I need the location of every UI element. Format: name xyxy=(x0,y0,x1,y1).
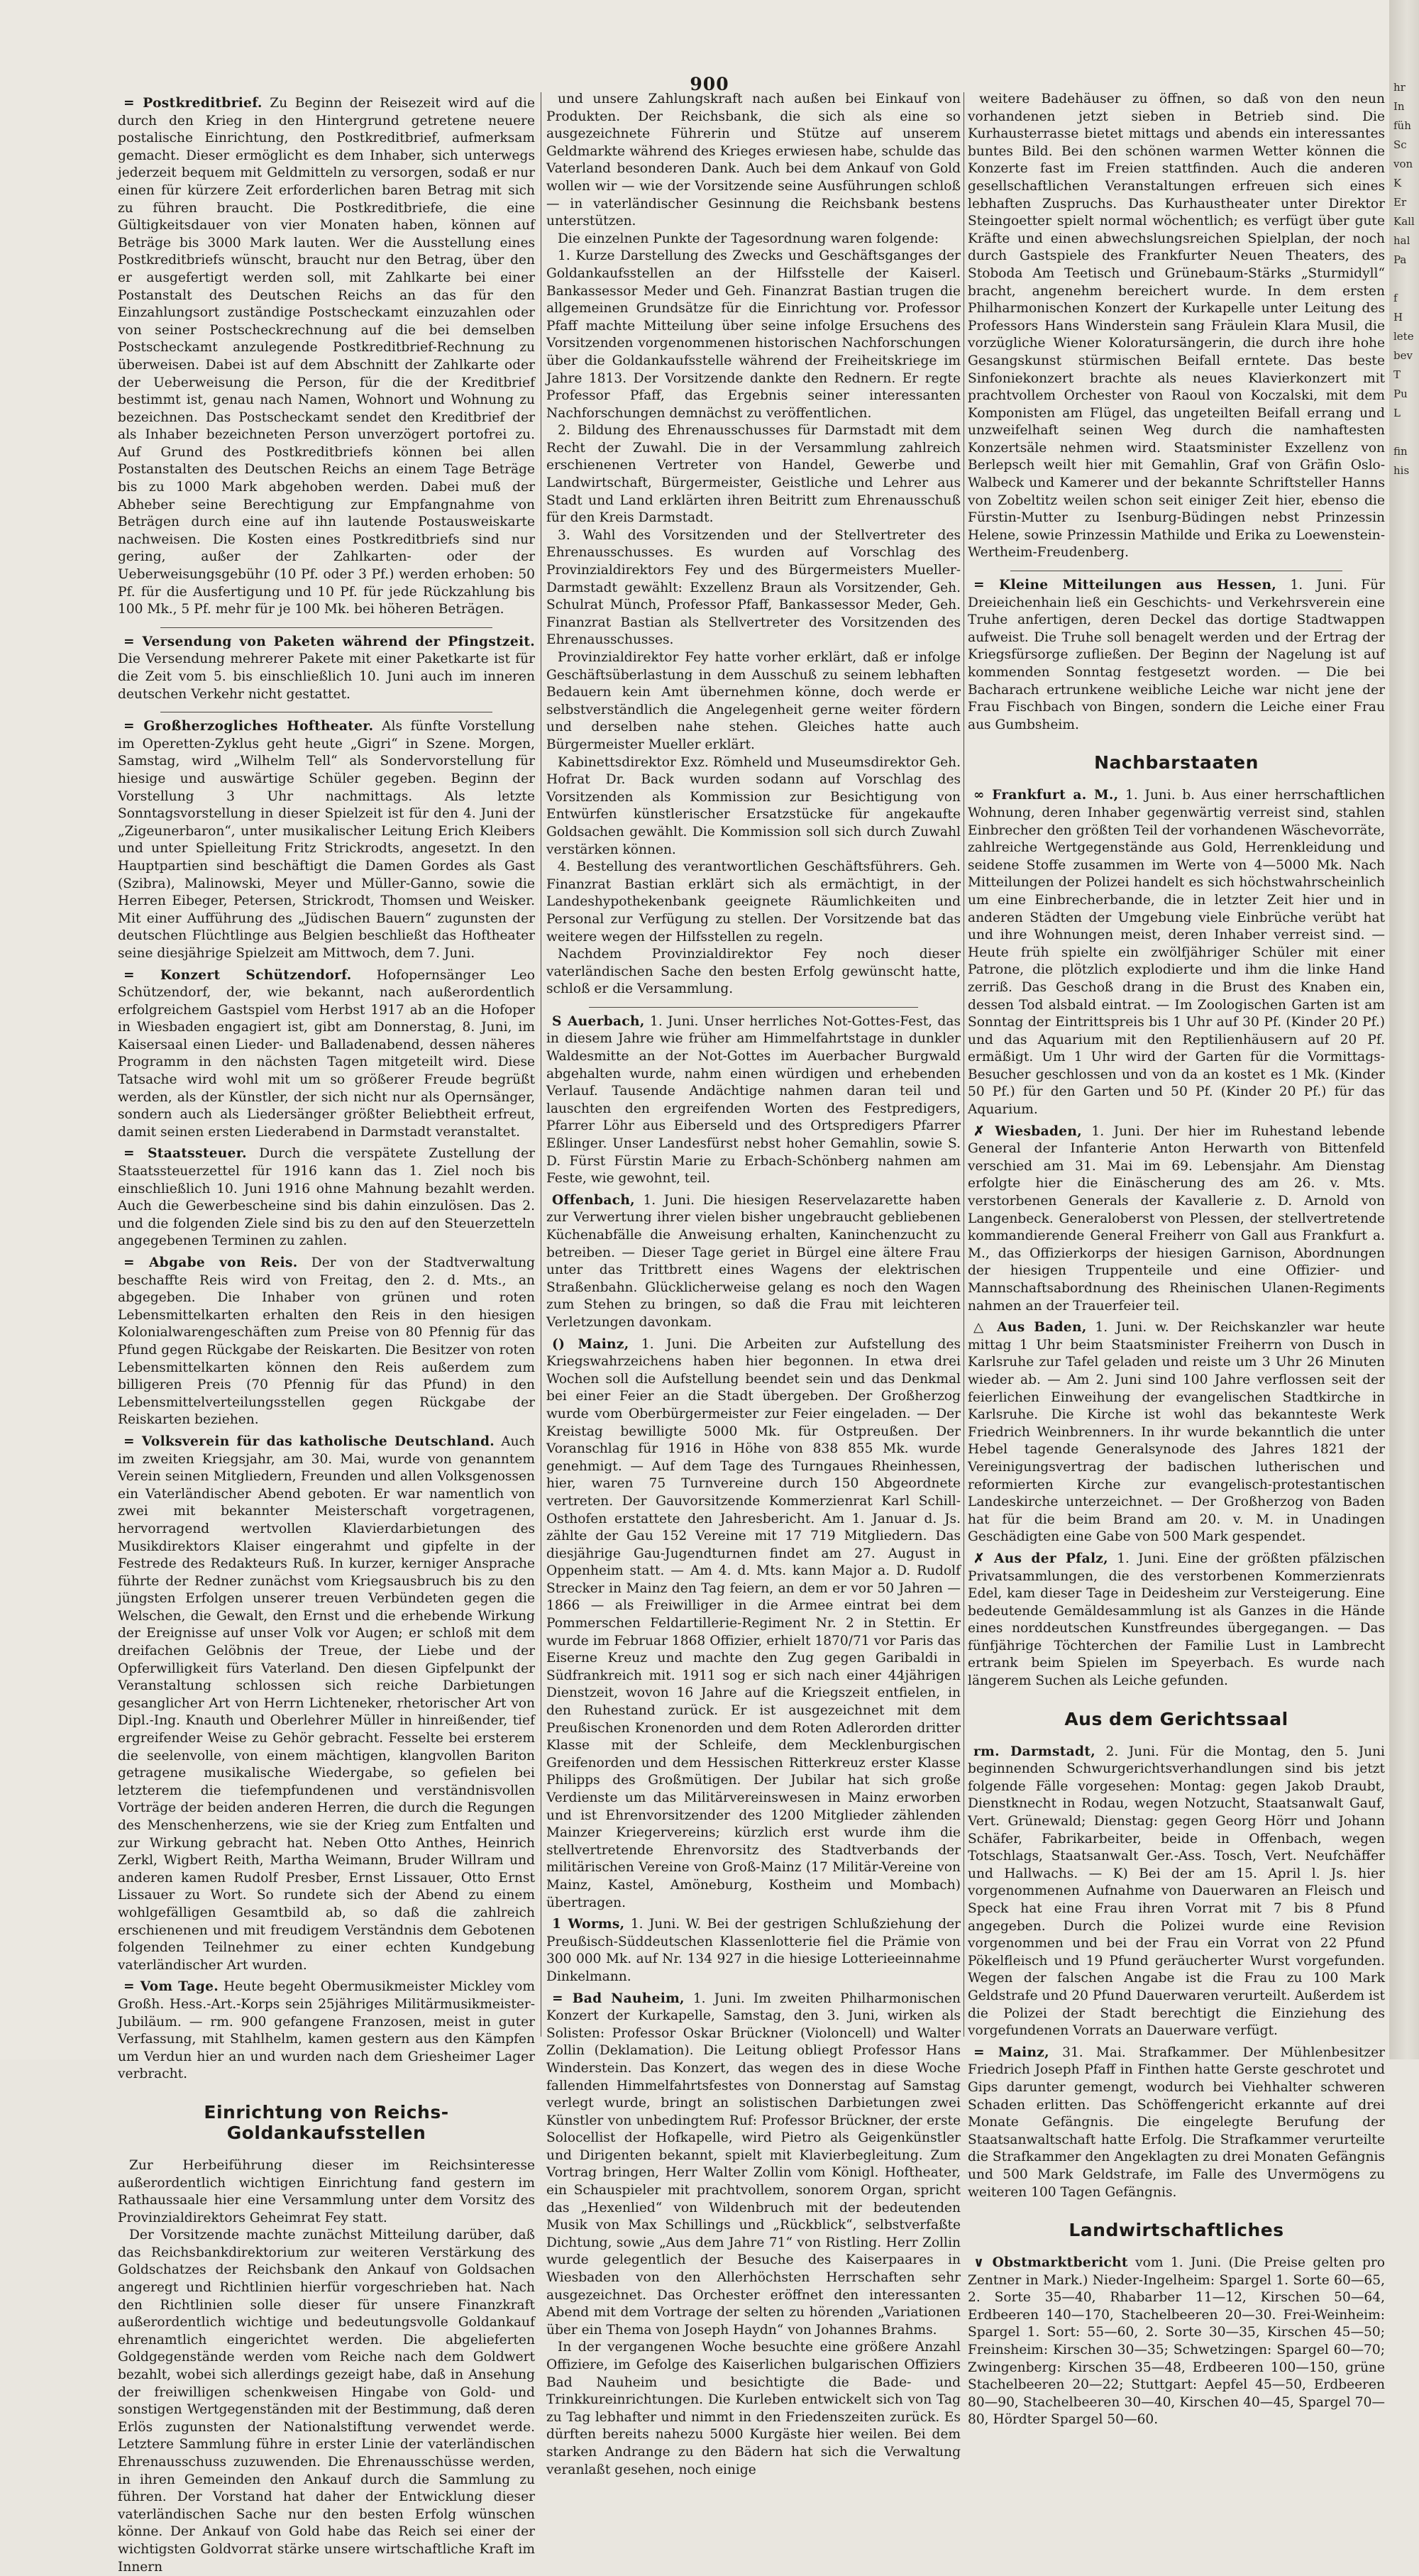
article-body: 1. Juni. W. Bei der gestrigen Schlußziehung der Preußisch-Süddeutschen Klassenlotterie fiel die Prämie von 300 000 Mk. auf Nr. 134 927 in die hiesige Lotterieeinnahme Dinkelmann. xyxy=(546,1917,961,1984)
article xyxy=(546,1192,961,1332)
article-headline: = Volksverein für das katholische Deutschland. xyxy=(123,1433,495,1449)
paragraph: 3. Wahl des Vorsitzenden und der Stellvertreter des Ehrenausschusses. Es wurden auf Vorschlag des Provinzialdirektors Fey und des Bürgermeisters Mueller-Darmstadt gewählt: Exzellenz Braun als Vorsitzender, Geh. Schulrat Münch, Professor Pfaff, Bankassessor Meder, Geh. Finanzrat Bastian als Stellvertreter des Vorsitzenden des Ehrenausschusses. xyxy=(546,527,961,648)
article-body: Durch die verspätete Zustellung der Staatssteuerzettel für 1916 kann das 1. Ziel noch bis einschließlich 10. Juni 1916 ohne Mahnung bezahlt werden. Auch die Gewerbescheine sind bis dahin einzulösen. Das 2. und die folgenden Ziele sind bis zu den auf den Steuerzetteln angegebenen Terminen zu zahlen. xyxy=(118,1146,535,1249)
paragraph: 1. Kurze Darstellung des Zwecks und Geschäftsganges der Goldankaufsstellen an der Hilfsstelle der Kaiserl. Bankassessor Meder und Geh. Finanzrat Bastian trugen die allgemeinen Grundsätze für die Einrichtung vor. Professor Pfaff machte Mitteilung über seine infolge Ersuchens des Vorsitzenden vorgenommenen historischen Nachforschungen über die Goldankaufsstelle während der Freiheitskriege im Jahre 1813. Der Vorsitzende dankte den Rednern. Er regte Professor Pfaff, das Ergebnis seiner interessanten Nachforschungen demnächst zu veröffentlichen. xyxy=(546,248,961,421)
article xyxy=(118,634,535,703)
section-heading: Landwirtschaftliches xyxy=(1069,2220,1284,2241)
paragraph: 4. Bestellung des verantwortlichen Geschäftsführers. Geh. Finanzrat Bastian erklärt sich als ermächtigt, in der Landeshypothekenbank geeignete Räumlichkeiten und Personal zur Verfügung zu stellen. Der Vorsitzende bat das weitere wegen der Hilfsstellen zu regeln. xyxy=(546,859,961,945)
article-headline: S Auerbach, xyxy=(552,1013,645,1029)
article-body: Hofopernsänger Leo Schützendorf, der, wie bekannt, nach außerordentlich erfolgreichem Gastspiel vom Herbst 1917 ab an die Hofoper in Wiesbaden engagiert ist, gibt am Donnerstag, 8. Juni, im Kaisersaal einen Lieder- und Balladenabend, dessen näheres Programm in den nächsten Tagen mitgeteilt wird. Diese Tatsache wird wohl mit um so größerer Freude begrüßt werden, als der Künstler, der sich nicht nur als Opernsänger, sondern auch als Liedersänger größter Beliebtheit erfreut, damit seinen ersten Liederabend in Darmstadt veranstaltet. xyxy=(118,967,535,1140)
column-middle xyxy=(546,91,961,2477)
paragraph: Die einzelnen Punkte der Tagesordnung waren folgende: xyxy=(558,231,939,246)
article-body: 1. Juni. Der hier im Ruhestand lebende General der Infanterie Anton Herwarth von Bittenfeld verschied am 31. Mai im 69. Lebensjahr. Am Dienstag erfolgte hier die Einäscherung des am 26. v. Mts. verstorbenen Generals der Kavallerie z. D. Arnold von Langenbeck. Generaloberst von Plessen, der stellvertretende kommandierende General Freiherr von Gall aus Frankfurt a. M., das Offizierkorps der hiesigen Garnison, Abordnungen der hiesigen Truppenteile und eine Offizier- und Mannschaftsabordnung des Rheinischen Ulanen-Regiments nahmen an der Trauerfeier teil. xyxy=(968,1123,1385,1314)
column-right xyxy=(968,91,1385,2428)
article-headline: rm. Darmstadt, xyxy=(973,1744,1095,1759)
article xyxy=(968,2044,1385,2201)
article-body: Der von der Stadtverwaltung beschaffte Reis wird von Freitag, den 2. d. Mts., an abgegeben. Die Inhaber von grünen und roten Lebensmittelkarten erhalten den Reis in den hiesigen Kolonialwarengeschäften zum Preise von 80 Pfennig für das Pfund gegen Rückgabe der Reiskarten. Die Besitzer von roten Lebensmittelkarten können den Reis außerdem zum billigeren Preis (70 Pfennig für das Pfund) in den Lebensmittelverteilungsstellen gegen Rückgabe der Reiskarten beziehen. xyxy=(118,1255,535,1428)
paragraph: In der vergangenen Woche besuchte eine größere Anzahl Offiziere, im Gefolge des Kaiserlichen bulgarischen Offiziers Bad Nauheim und besichtigte die Bade- und Trinkkureinrichtungen. Die Kurleben entwickelt sich von Tag zu Tag lebhafter und nimmt in den Friedenszeiten zurück. Es dürften bereits nahezu 5000 Kurgäste hier weilen. Bei dem starken Andrange zu den Bädern hat sich die Verwaltung veranlaßt gesehen, noch einige xyxy=(546,2340,961,2477)
paragraph: 2. Bildung des Ehrenausschusses für Darmstadt mit dem Recht der Zuwahl. Die in der Versammlung zahlreich erschienenen Vertreter von Handel, Gewerbe und Landwirtschaft, Bürgermeister, Geistliche und Lehrer aus Stadt und Land erklärten ihren Beitritt zum Ehrenausschuß für den Kreis Darmstadt. xyxy=(546,423,961,526)
article-headline: = Bad Nauheim, xyxy=(552,1991,685,2006)
article-headline: ✗ Aus der Pfalz, xyxy=(973,1551,1108,1566)
article-body: Zu Beginn der Reisezeit wird auf die durch den Krieg in den Hintergrund getretene neuere postalische Einrichtung, den Postkreditbrief, aufmerksam gemacht. Dieser ermöglicht es dem Inhaber, sich unterwegs jederzeit bequem mit Geldmitteln zu versorgen, sodaß er nur einen für kürzere Zeit erforderlichen baren Betrag mit sich zu führen braucht. Die Postkreditbriefe, die eine Gültigkeitsdauer von vier Monaten haben, können auf Beträge bis 3000 Mark lauten. Wer die Ausstellung eines Postkreditbriefs wünscht, braucht nur den Betrag, über den er ausgefertigt werden soll, mit Zahlkarte bei einer Postanstalt des Deutschen Reichs an das für den Einzahlungsort zuständige Postscheckamt einzuzahlen oder von seiner Postscheckrechnung auf die bei demselben Postscheckamt anzulegende Postkreditbrief-Rechnung zu überweisen. Dabei ist auf dem Abschnitt der Zahlkarte oder der Ueberweisung die Person, für die der Kreditbrief bestimmt ist, genau nach Namen, Wohnort und Wohnung zu bezeichnen. Das Postscheckamt sendet den Kreditbrief der als Inhaber bezeichneten Person unverzögert portofrei zu. Auf Grund des Postkreditbriefs können bei allen Postanstalten des Deutschen Reichs an einem Tage Beträge bis zu 1000 Mark abgehoben werden. Dabei muß der Abheber seine Berechtigung zur Empfangnahme von Beträgen durch eine auf ihn lautende Postausweiskarte nachweisen. Die Kosten eines Postkreditbriefs sind nur gering, außer der Zahlkarten- oder der Ueberweisungsgebühr (10 Pf. oder 3 Pf.) werden erhoben: 50 Pf. für die Ausfertigung und 10 Pf. für jede Rückzahlung bis 100 Mk., 5 Pf. mehr für je 100 Mk. bei höheren Beträgen. xyxy=(118,96,535,617)
article xyxy=(546,1336,961,1912)
article-body: Heute begeht Obermusikmeister Mickley vom Großh. Hess.-Art.-Korps sein 25jähriges Militärmusikmeister-Jubiläum. — rm. 900 gefangene Franzosen, meist in guter Verfassung, mit Stahlhelm, kamen gestern aus den Kämpfen um Verdun hier an und wurden nach dem Griesheimer Lager verbracht. xyxy=(118,1979,535,2082)
article-headline: = Staatssteuer. xyxy=(123,1146,247,1162)
article xyxy=(968,1123,1385,1316)
article xyxy=(118,1978,535,2084)
article-body: 1. Juni. Die hiesigen Reservelazarette haben zur Verwertung ihrer vielen bisher ungebraucht gebliebenen Küchenabfälle die Anweisung erhalten, Kaninchenzucht zu betreiben. — Dieser Tage geriet in Bürgel eine ältere Frau unter das Trittbrett eines Wagens der elektrischen Straßenbahn. Glücklicherweise gelang es noch den Wagen zum Stehen zu bringen, so daß die Frau mit leichteren Verletzungen davonkam. xyxy=(546,1192,961,1330)
article-headline: = Konzert Schützendorf. xyxy=(123,967,352,983)
article-body: 1. Juni. Eine der größten pfälzischen Privatsammlungen, die des verstorbenen Kommerzienrats Edel, kam dieser Tage in Deidesheim zur Versteigerung. Eine bedeutende Gemäldesammlung ist als Ganzes in die Hände eines norddeutschen Kunstfreundes übergegangen. — Das fünfjährige Töchterchen der Familie Lust in Lambrecht ertrank beim Spielen im Speyerbach. Es wurde nach längerem Suchen als Leiche gefunden. xyxy=(968,1551,1385,1689)
article xyxy=(968,1319,1385,1546)
paragraph: weitere Badehäuser zu öffnen, so daß von den neun vorhandenen jetzt sieben in Betrieb sind. Die Kurhausterrasse bietet mittags und abends ein interessantes buntes Bild. Bei den schönen warmen Wetter können die Konzerte fast im Freien stattfinden. Auch die anderen gesellschaftlichen Veranstaltungen erfreuen sich eines lebhaften Zuspruchs. Das Kurhaustheater unter Direktor Steingoetter spielt normal wöchentlich; es verfügt über gute Kräfte und einen abwechslungsreichen Spielplan, der noch durch Gastspiele des Frankfurter Neuen Theaters, des Stoboda Am Teetisch und Grünebaum-Stärks „Sturmidyll“ bracht, angenehm bereichert wurde. In dem ersten Philharmonischen Konzert der Kurkapelle unter Leitung des Professors Hans Winderstein sang Fräulein Klara Musil, die vorzügliche Wiener Koloratursängerin, die durch ihre hohe Gesangskunst stürmischen Beifall erntete. Das beste Sinfoniekonzert brachte als neues Klavierkonzert mit prachtvollem Orchester von Raoul von Koczalski, mit dem Komponisten am Flügel, das ungeteilten Beifall errang und unzweifelhaft seinen Weg durch die namhaftesten Konzertsäle nehmen wird. Staatsminister Exzellenz von Berlepsch weilt hier mit Gemahlin, Graf von Gräfin Oslo-Walbeck und Kamerer und der bekannte Schriftsteller Hanns von Zobeltitz weilen schon seit einiger Zeit hier, ebenso die Fürstin-Mutter zu Isenburg-Büdingen nebst Prinzessin Helene, sowie Prinzessin Mathilde und Erika zu Loewenstein-Wertheim-Freudenberg. xyxy=(968,92,1385,561)
article xyxy=(118,95,535,619)
article-headline: = Postkreditbrief. xyxy=(123,96,263,111)
article xyxy=(546,1916,961,1986)
paragraph: und unsere Zahlungskraft nach außen bei Einkauf von Produkten. Der Reichsbank, die sich als eine so ausgezeichnete Führerin und Stütze auf unserem Geldmarkte während des Krieges erwiesen habe, schulde das Vaterland besonderen Dank. Auch bei dem Ankauf von Gold wollen wir — wie der Vorsitzende seine Ausführungen schloß — in vaterländischer Gesinnung die Reichsbank bestens unterstützen. xyxy=(546,92,961,229)
adjacent-page-text: hr In füh Sc von K Er Kall hal Pa f H lete bev T Pu L fin his xyxy=(1393,81,1415,477)
article xyxy=(118,1433,535,1974)
article xyxy=(968,2255,1385,2429)
article xyxy=(118,1145,535,1250)
page-number: 900 xyxy=(690,74,729,94)
paragraph: Provinzialdirektor Fey hatte vorher erklärt, daß er infolge Geschäftsüberlastung in dem Ausschuß zu seinem lebhaften Bedauern kein Amt übernehmen könne, doch werde er selbstverständlich die Angelegenheit gerne weiter fördern und derselben nahe stehen. Gleiches hatte auch Bürgermeister Mueller erklärt. xyxy=(546,650,961,752)
article-body: Als fünfte Vorstellung im Operetten-Zyklus geht heute „Gigri“ in Szene. Morgen, Samstag, wird „Wilhelm Tell“ als Sondervorstellung für hiesige und auswärtige Schüler gegeben. Beginn der Vorstellung 3 Uhr nachmittags. Als letzte Sonntagsvorstellung in dieser Spielzeit ist für den 4. Juni der „Zigeunerbaron“, unter musikalischer Leitung Erich Kleibers und unter Spielleitung Fritz Strickrodts, angesetzt. In den Hauptpartien sind beschäftigt die Damen Gordes als Gast (Szibra), Malinowski, Meyer und Müller-Ganno, sowie die Herren Eibeger, Petersen, Strickrodt, Thomsen und Weisker. Mit einer Aufführung des „Jüdischen Bauern“ zugunsten der deutschen Flüchtlinge aus Belgien beschließt das Hoftheater seine diesjährige Spielzeit am Mittwoch, dem 7. Juni. xyxy=(118,719,535,961)
article-headline: () Mainz, xyxy=(552,1336,629,1352)
article xyxy=(118,967,535,1142)
section-heading: Aus dem Gerichtssaal xyxy=(1064,1708,1288,1729)
article-headline: Offenbach, xyxy=(552,1192,635,1208)
article-headline: = Kleine Mitteilungen aus Hessen, xyxy=(973,578,1277,593)
column-left xyxy=(118,91,535,2575)
article-headline: = Vom Tage. xyxy=(123,1979,219,1995)
article-separator xyxy=(160,627,492,628)
paragraph: Kabinettsdirektor Exz. Römheld und Museumsdirektor Geh. Hofrat Dr. Back wurden sodann auf Vorschlag des Vorsitzenden als Kommission zur Besichtigung von Entwürfen künstlerischer Ersatzstücke für angekaufte Goldsachen gewählt. Die Kommission soll sich durch Zuwahl verstärken können. xyxy=(546,754,961,857)
article xyxy=(968,1744,1385,2040)
article-headline: ∞ Frankfurt a. M., xyxy=(973,788,1119,803)
article xyxy=(968,787,1385,1118)
article xyxy=(968,577,1385,734)
article-headline: = Mainz, xyxy=(973,2044,1049,2060)
article-body: 31. Mai. Strafkammer. Der Mühlenbesitzer Friedrich Joseph Pfaff in Finthen hatte Gerste geschrotet und Gips darunter gemengt, wodurch bei Viehhalter schweren Schaden erlitten. Das Schöffengericht erkannte auf drei Monate Gefängnis. Die eingelegte Berufung der Staatsanwaltschaft hatte Erfolg. Die Strafkammer verurteilte die Strafkammer den Angeklagten zu drei Monaten Gefängnis und 500 Mark Geldstrafe, im Falle des Unvermögens zu weiteren 100 Tagen Gefängnis. xyxy=(968,2044,1385,2200)
article xyxy=(118,1255,535,1429)
paragraph: Nachdem Provinzialdirektor Fey noch dieser vaterländischen Sache den besten Erfolg gewünscht hatte, schloß er die Versammlung. xyxy=(546,947,961,997)
article-body: Auch im zweiten Kriegsjahr, am 30. Mai, wurde von genanntem Verein seinen Mitgliedern, Freunden und allen Volksgenossen ein Vaterländischer Abend geboten. Er war namentlich von zwei mit bekannter Meisterschaft vorgetragenen, hervorragend wertvollen Klavierdarbietungen des Musikdirektors Klaiser eingerahmt und gipfelte in der Festrede des Redakteurs Ruß. In kurzer, kerniger Ansprache führte der Redner zunächst vom Kriegsausbruch bis zu den jüngsten Erfolgen unserer treuen Verbündeten gegen die Welschen, die Gewalt, den Ernst und die erhebende Wirkung der Ereignisse auf unser Volk vor Augen; er schloß mit dem dreifachen Gelöbnis der Treue, der Liebe und der Opferwilligkeit fürs Vaterland. Den diesen Gipfelpunkt der Veranstaltung schlossen sich reiche Darbietungen gesanglicher Art von Herrn Lichteneker, rhetorischer Art von Dipl.-Ing. Knauth und Oberlehrer Müller in hinreißender, tief ergreifender Weise zu Gehör gebracht. Fesselte bei ersterem die seelenvolle, von einem mächtigen, klangvollen Bariton getragene musikalische Wiedergabe, so gefielen bei letzterem die tiefempfundenen und verständnisvollen Vorträge der beiden anderen Herren, die durch die Regungen des Menschenherzens, wie sie der Krieg zum Entfalten und zur Wirkung gebracht hat. Neben Otto Anthes, Heinrich Zerkl, Wigbert Reith, Martha Weimann, Bruder Willram und anderen kamen Rudolf Presber, Ernst Lissauer, Otto Ernst Lissauer zu Wort. So rundete sich der Abend zu einem wohlgefälligen Gesamtbild ab, so daß die zahlreich erschienenen und mit freudigem Verständnis dem Gebotenen folgenden Teilnehmer zu einer echten Kundgebung vaterländischer Art wurden. xyxy=(118,1433,535,1973)
article-body: Die Versendung mehrerer Pakete mit einer Paketkarte ist für die Zeit vom 5. bis einschließlich 10. Juni auch im inneren deutschen Verkehr nicht gestattet. xyxy=(118,651,535,702)
article-body: vom 1. Juni. (Die Preise gelten pro Zentner in Mark.) Nieder-Ingelheim: Spargel 1. Sorte 60—65, 2. Sorte 35—40, Rhabarber 11—12, Kirschen 50—64, Erdbeeren 140—170, Stachelbeeren 20—30. Frei-Weinheim: Spargel 1. Sort: 55—60, 2. Sorte 30—35, Kirschen 45—50; Freinsheim: Kirschen 30—35; Schwetzingen: Spargel 60—70; Zwingenberg: Kirschen 35—48, Erdbeeren 100—150, grüne Stachelbeeren 20—22; Stuttgart: Aepfel 45—50, Erdbeeren 80—90, Stachelbeeren 30—40, Kirschen 40—45, Spargel 70—80, Hördter Spargel 50—60. xyxy=(968,2255,1385,2428)
article-body: 1. Juni. w. Der Reichskanzler war heute mittag 1 Uhr beim Staatsminister Freiherrn von Dusch in Karlsruhe zur Tafel geladen und reiste um 3 Uhr 26 Minuten wieder ab. — Am 2. Juni sind 100 Jahre verflossen seit der feierlichen Einweihung der evangelischen Stadtkirche in Karlsruhe. Die Kirche ist wohl das bekannteste Werk Friedrich Weinbrenners. In ihr wurde bekanntlich die unter Hebel tagende Generalsynode des Jahres 1821 der Vereinigungsvertrag der badischen lutherischen und reformierten Kirche zur evangelisch-protestantischen Landeskirche unterzeichnet. — Der Großherzog von Baden hat für die beim Brand am 20. v. M. in Unadingen Geschädigten eine Gabe von 500 Mark gespendet. xyxy=(968,1320,1385,1545)
article-headline: = Großherzogliches Hoftheater. xyxy=(123,719,374,734)
article-headline: = Abgabe von Reis. xyxy=(123,1255,298,1270)
paragraph: Zur Herbeiführung dieser im Reichsinteresse außerordentlich wichtigen Einrichtung fand gestern im Rathaussaale hier eine Versammlung unter dem Vorsitz des Provinzialdirektors Geheimrat Fey statt. xyxy=(118,2157,535,2225)
article xyxy=(546,1991,961,2340)
article-headline: ✗ Wiesbaden, xyxy=(973,1123,1082,1139)
article xyxy=(968,1551,1385,1690)
article-headline: △ Aus Baden, xyxy=(973,1320,1087,1336)
article-headline: = Versendung von Paketen während der Pfingstzeit. xyxy=(123,634,535,649)
article-body: 1. Juni. Im zweiten Philharmonischen Konzert der Kurkapelle, Samstag, den 3. Juni, wirken als Solisten: Professor Oskar Brückner (Violoncell) und Walter Zollin (Deklamation). Die Leitung obliegt Professor Hans Winderstein. Das Konzert, das wegen des in diese Woche fallenden Himmelfahrtsfestes von Donnerstag auf Samstag verlegt wurde, bringt an solistischen Darbietungen zwei Künstler von unbedingtem Ruf: Professor Brückner, der erste Solocellist der Hofkapelle, wird Pietro als Geigenkünstler und Dirigenten bekannt, spielt mit Klavierbegleitung. Zum Vortrag bringen, Herr Walter Zollin vom Königl. Hoftheater, ein Schauspieler mit prachtvollem, sonorem Organ, spricht das „Hexenlied“ von Wildenbruch mit der bedeutenden Musik von Max Schillings und „Rückblick“, selbstverfaßte Dichtung, sowie „Aus dem Jahre 71“ von Ristling. Herr Zollin wurde gelegentlich der Besuche des Kaiserpaares in Wiesbaden von den Allerhöchsten Herrschaften sehr ausgezeichnet. Das Orchester eröffnet den interessanten Abend mit dem Vortrage der selten zu hörenden „Variationen über ein Thema von Joseph Haydn“ von Johannes Brahms. xyxy=(546,1991,961,2338)
article-body: 1. Juni. Die Arbeiten zur Aufstellung des Kriegswahrzeichens haben hier begonnen. In etwa drei Wochen soll die Aufstellung beendet sein und das Denkmal bei einer Feier an die Stadt übergeben. Der Großherzog wurde vom Oberbürgermeister zur Feier eingeladen. — Der Kreistag bewilligte 5000 Mk. für Ostpreußen. Der Voranschlag für 1916 in Höhe von 838 855 Mk. wurde genehmigt. — Auf dem Tage des Turngaues Rheinhessen, hier, waren 75 Turnvereine durch 150 Abgeordnete vertreten. Der Gauvorsitzende Kommerzienrat Karl Schill-Osthofen erstattete den Jahresbericht. Am 1. Januar d. Js. zählte der Gau 152 Vereine mit 17 719 Mitgliedern. Das diesjährige Gau-Jugendturnen findet am 27. August in Oppenheim statt. — Am 4. d. Mts. kann Major a. D. Rudolf Strecker in Mainz den Tag feiern, an dem er vor 50 Jahren — 1866 — als Freiwilliger in die Armee eintrat bei dem Pommerschen Feldartillerie-Regiment Nr. 2 in Stettin. Er wurde im Februar 1868 Offizier, erhielt 1870/71 vor Paris das Eiserne Kreuz und machte den Zug gegen Garibaldi in Südfrankreich mit. 1911 sog er sich nach einer 44jährigen Dienstzeit, wovon 16 Jahre auf die Kriegszeit entfielen, in den Ruhestand zurück. Er ist ausgezeichnet mit dem Preußischen Kronenorden und dem Roten Adlerorden dritter Klasse mit der Schleife, dem Mecklenburgischen Greifenorden und dem Hessischen Ritterkreuz erster Klasse Philipps des Großmütigen. Der Jubilar hat sich große Verdienste um das Militärvereinswesen in Mainz erworben und ist Ehrenvorsitzender des 1200 Mitglieder zählenden Mainzer Kriegervereins; kürzlich erst wurde ihm die stellvertretende Ehrenvorsitz des Stadtverbands der militärischen Vereine von Groß-Mainz (17 Militär-Vereine von Mainz, Kastel, Amöneburg, Kostheim und Mombach) übertragen. xyxy=(546,1336,961,1910)
article-separator xyxy=(589,1007,918,1008)
paragraph: Der Vorsitzende machte zunächst Mitteilung darüber, daß das Reichsbankdirektorium zur weiteren Verstärkung des Goldschatzes der Reichsbank den Ankauf von Goldsachen angeregt und Richtlinien hierfür vorgeschrieben hat. Nach den Richtlinien solle dieser für unsere Finanzkraft außerordentlich wichtige und bedeutungsvolle Goldankauf ehrenamtlich eingerichtet werden. Die abgelieferten Goldgegenstände werden vom Reiche nach dem Goldwert bezahlt, wobei sich allerdings gezeigt habe, daß in Ansehung der freiwilligen schenkweisen Hingabe von Gold- und sonstigen Wertgegenständen mit der Bestimmung, daß deren Erlös zugunsten der Nationalstiftung verwendet werde. Letztere Sammlung führe in erster Linie der vaterländischen Ehrenausschuss zuzuwenden. Die Ehrenausschüsse werden, in ihren Gemeinden den Ankauf durch die Sammlung zu führen. Der Vorstand hat daher der Entwicklung dieser vaterländischen Sache nur den besten Erfolg wünschen könne. Der Ankauf von Gold habe das Reich sei einer der wichtigsten Goldvorrat stärke unsere wirtschaftliche Kraft im Innern xyxy=(118,2228,535,2575)
section-heading: Einrichtung von Reichs-Goldankaufsstellen xyxy=(204,2101,449,2143)
article-body: 1. Juni. b. Aus einer herrschaftlichen Wohnung, deren Inhaber gegenwärtig verreist sind, stahlen Einbrecher den größten Teil der vorhandenen Wäschevorräte, zahlreiche Wertgegenstände aus Gold, Herrenkleidung und seidene Stoffe zusammen im Werte von 4—5000 Mk. Nach Mitteilungen der Polizei handelt es sich höchstwahrscheinlich um eine Einbrecherbande, die in letzter Zeit hier und in anderen Städten der Umgebung viele Einbrüche verübt hat und ihre Wohnungen meist, deren Inhaber verreist sind. — Heute früh spielte ein zwölfjähriger Schüler mit einer Patrone, die plötzlich explodierte und ihm die linke Hand zerriß. Das Geschoß drang in die Brust des Knaben ein, dessen Tod alsbald eintrat. — Im Zoologischen Garten ist am Sonntag der Eintrittspreis bis 1 Uhr auf 30 Pf. (Kinder 20 Pf.) und das Aquarium mit den Reptilienhäusern auf 20 Pf. ermäßigt. Um 1 Uhr wird der Garten für die Vormittags-Besucher geschlossen und von da an kostet es 1 Mk. (Kinder 50 Pf.) für den Garten und 50 Pf. (Kinder 20 Pf.) für das Aquarium. xyxy=(968,788,1385,1118)
article-body: 2. Juni. Für die Montag, den 5. Juni beginnenden Schwurgerichtsverhandlungen sind bis jetzt folgende Fälle vorgesehen: Montag: gegen Jakob Draubt, Dienstknecht in Rodau, wegen Notzucht, Staatsanwalt Gauf, Vert. Grünewald; Dienstag: gegen Georg Hörr und Johann Schäfer, Fabrikarbeiter, beide in Offenbach, wegen Totschlags, Staatsanwalt Ger.-Ass. Tosch, Vert. Neufchäffer und Hallwachs. — K) Bei der am 15. April l. Js. hier vorgenommenen Aufnahme von Dauerwaren an Fleisch und Speck hat eine Frau ihren Vorrat mit 7 bis 8 Pfund angegeben. Durch die Polizei wurde eine Revision vorgenommen und bei der Frau ein Vorrat von 22 Pfund Pökelfleisch und 19 Pfund geräucherter Wurst vorgefunden. Wegen der falschen Angabe ist die Frau zu 100 Mark Geldstrafe und 20 Pfund Dauerwaren verurteilt. Außerdem ist die Polizei der Stadt berechtigt die Einziehung des vorgefundenen Vorrats an Dauerware verfügt. xyxy=(968,1744,1385,2039)
article-body: 1. Juni. Für Dreieichenhain ließ ein Geschichts- und Verkehrsverein eine Truhe anfertigen, deren Deckel das dortige Stadtwappen aufweist. Die Truhe soll benagelt werden und der Ertrag der Kriegsfürsorge zufließen. Der Beginn der Nagelung ist auf kommenden Sonntag festgesetzt worden. — Die bei Bacharach ertrunkene weibliche Leiche war nicht jene der Frau Fischbach von Bingen, sondern die Leiche einer Frau aus Gumbsheim. xyxy=(968,578,1385,732)
article-body: 1. Juni. Unser herrliches Not-Gottes-Fest, das in diesem Jahre wie früher am Himmelfahrtstage in dunkler Waldesmitte an der Not-Gottes im Auerbacher Burgwald abgehalten wurde, nahm einen würdigen und erhebenden Verlauf. Tausende Andächtige nahmen daran teil und lauschten den ergreifenden Worten des Festpredigers, Pfarrer Löhr aus Eiberseld und des Ortspredigers Pfarrer Eßlinger. Unser Landesfürst nebst hoher Gemahlin, sowie S. D. Fürst Fürstin Marie zu Erbach-Schönberg nahmen am Feste, wie gewohnt, teil. xyxy=(546,1013,961,1187)
section-heading: Nachbarstaaten xyxy=(1094,752,1259,774)
article xyxy=(546,1013,961,1188)
article xyxy=(118,718,535,962)
article-headline: ∨ Obstmarktbericht xyxy=(973,2255,1128,2271)
article-headline: 1 Worms, xyxy=(552,1917,625,1932)
